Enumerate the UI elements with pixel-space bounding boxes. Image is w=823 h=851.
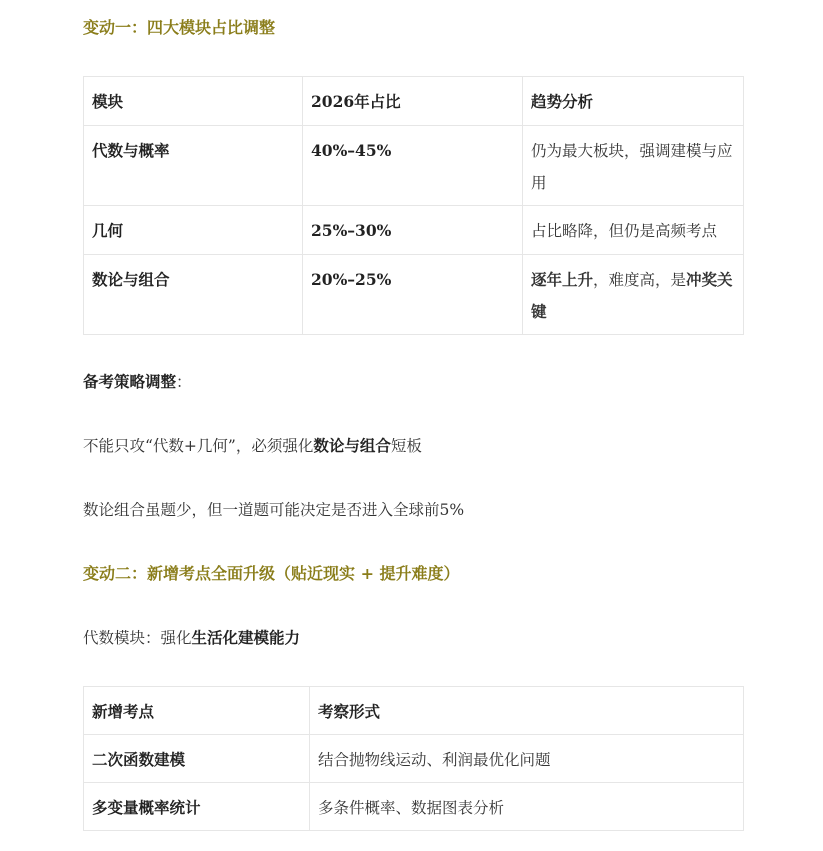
section2-intro <box>83 627 300 649</box>
table-row <box>84 735 744 783</box>
table-row <box>84 783 744 831</box>
intro-bold: 生活化建模能力 <box>191 628 301 647</box>
strategy-line-2: 数论组合虽题少，但一道题可能决定是否进入全球前5% <box>83 501 465 519</box>
intro-pre: 代数模块：强化 <box>83 629 192 647</box>
cell-analysis: 占比略降，但仍是高频考点 <box>523 206 744 255</box>
header-share: 2026年占比 <box>303 77 523 126</box>
cell-topic: 多变量概率统计 <box>84 783 310 831</box>
table-row <box>84 126 744 206</box>
cell-share: 20%–25% <box>303 255 523 335</box>
section2-heading: 变动二：新增考点全面升级（贴近现实 + 提升难度） <box>83 564 460 583</box>
header-form: 考察形式 <box>310 687 744 735</box>
table-header-row <box>84 77 744 126</box>
table-header-row <box>84 687 744 735</box>
strategy-title-colon: ： <box>176 373 192 391</box>
header-topic: 新增考点 <box>84 687 310 735</box>
analysis-mid: ，难度高，是 <box>593 271 687 289</box>
analysis-bold-key: 冲奖关键 <box>531 270 733 321</box>
strategy-line1-bold: 数论与组合 <box>313 436 391 455</box>
cell-topic: 二次函数建模 <box>84 735 310 783</box>
strategy-line1-pre: 不能只攻“代数+几何”，必须强化 <box>83 437 314 455</box>
section1-heading: 变动一：四大模块占比调整 <box>83 18 276 37</box>
cell-share: 40%–45% <box>303 126 523 206</box>
strategy-title <box>83 371 192 393</box>
table-row <box>84 255 744 335</box>
cell-form: 结合抛物线运动、利润最优化问题 <box>310 735 744 783</box>
table-row <box>84 206 744 255</box>
cell-form: 多条件概率、数据图表分析 <box>310 783 744 831</box>
new-topics-table <box>83 686 744 831</box>
header-module: 模块 <box>84 77 303 126</box>
strategy-title-text: 备考策略调整 <box>83 372 177 391</box>
header-analysis: 趋势分析 <box>523 77 744 126</box>
module-share-table <box>83 76 744 335</box>
cell-analysis <box>523 255 744 335</box>
cell-analysis: 仍为最大板块，强调建模与应用 <box>523 126 744 206</box>
cell-module: 数论与组合 <box>84 255 303 335</box>
strategy-line-1 <box>83 435 422 457</box>
cell-module: 几何 <box>84 206 303 255</box>
analysis-bold-rising: 逐年上升 <box>531 270 594 289</box>
strategy-line1-post: 短板 <box>390 437 422 455</box>
cell-share: 25%–30% <box>303 206 523 255</box>
cell-module: 代数与概率 <box>84 126 303 206</box>
